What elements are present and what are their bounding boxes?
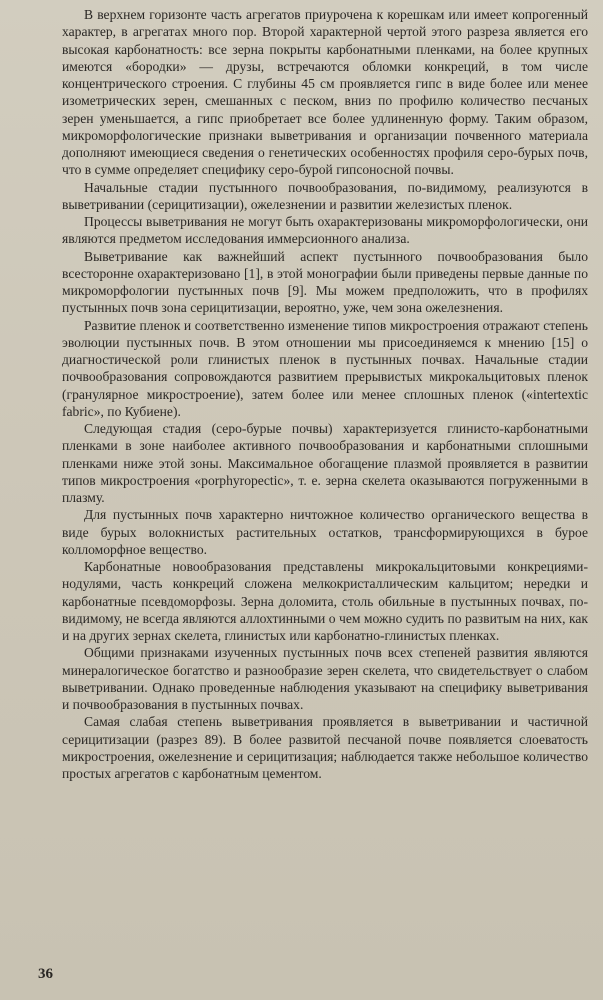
paragraph-4: Выветривание как важнейший аспект пустынного почвообразования было всесторонне охарактеризовано [1], в этой монографии были приведены первые данные по микроморфологии пустынных почв [9]. Мы можем предположить, что в профилях пустынных почв зона серицитизации, вероятно, уже, чем зона ожелезнения. <box>62 248 588 316</box>
paragraph-10: Самая слабая степень выветривания проявляется в выветривании и частичной серицитизации (разрез 89). В более развитой песчаной почве появляется слоеватость микростроения, ожелезнение и серицитизация; наблюдается также небольшое количество простых агрегатов с карбонатным цементом. <box>62 714 588 781</box>
paragraph-8: Карбонатные новообразования представлены микрокальцитовыми конкрециями-нодулями, часть конкреций сложена мелкокристаллическим кальцитом; нередки и карбонатные псевдоморфозы. Зерна доломита, столь обильные в пустынных почвах, по-видимому, не всегда являются аллохтинными о чем можно судить по развитым на них, как и на других зернах скелета, глинистых или карбонатно-глинистых пленках. <box>62 559 588 643</box>
paragraph-2: Начальные стадии пустынного почвообразования, по-видимому, реализуются в выветривании (серицитизации), ожелезнении и развитии железистых пленок. <box>62 179 588 212</box>
paragraph-5: Развитие пленок и соответственно изменение типов микростроения отражают степень эволюции пустынных почв. В этом отношении мы присоединяемся к мнению [15] о диагностической роли глинистых пленок в пустынных почвах. Начальные стадии почвообразования сопровождаются развитием прерывистых микрокальцитовых пленок (гранулярное микростроение), затем более или менее сплошных пленок («intertextic fabric», по Кубиене). <box>62 317 588 419</box>
paragraph-7: Для пустынных почв характерно ничтожное количество органического вещества в виде бурых волокнистых растительных остатков, трансформирующихся в бурое колломорфное вещество. <box>62 507 588 557</box>
paragraph-6: Следующая стадия (серо-бурые почвы) характеризуется глинисто-карбонатными пленками в зоне наиболее активного почвообразования и карбонатными сплошными пленками ниже этой зоны. Максимальное обогащение плазмой проявляется в развитии типов микростроения «porphyropectic», т. е. зерна скелета оказываются погруженными в плазму. <box>62 421 588 505</box>
body-text <box>62 6 588 782</box>
paragraph-9: Общими признаками изученных пустынных почв всех степеней развития являются минералогическое богатство и разнообразие зерен скелета, что свидетельствует о слабом выветривании. Однако проведенные наблюдения указывают на специфику выветривания и почвообразования в пустынных почвах. <box>62 645 588 712</box>
paragraph-1: В верхнем горизонте часть агрегатов приурочена к корешкам или имеет копрогенный характер, в агрегатах много пор. Второй характерной чертой этого разреза является его высокая карбонатность: все зерна покрыты карбонатными пленками, на более крупных имеются «бородки» — друзы, встречаются обломки конкреций, в том числе концентрического строения. С глубины 45 см проявляется гипс в виде более или менее изометрических зерен, смешанных с песком, вниз по профилю количество песчаных зерен уменьшается, а гипс приобретает все более удлиненную форму. Таким образом, микроморфологические признаки выветривания и организации почвенного материала дополняют имеющиеся сведения о генетических особенностях профиля серо-бурых почв, что в сумме определяет специфику серо-бурой гипсоносной почвы. <box>62 7 588 178</box>
page-number: 36 <box>38 966 53 982</box>
paragraph-3: Процессы выветривания не могут быть охарактеризованы микроморфологически, они являются предметом исследования иммерсионного анализа. <box>62 214 588 247</box>
